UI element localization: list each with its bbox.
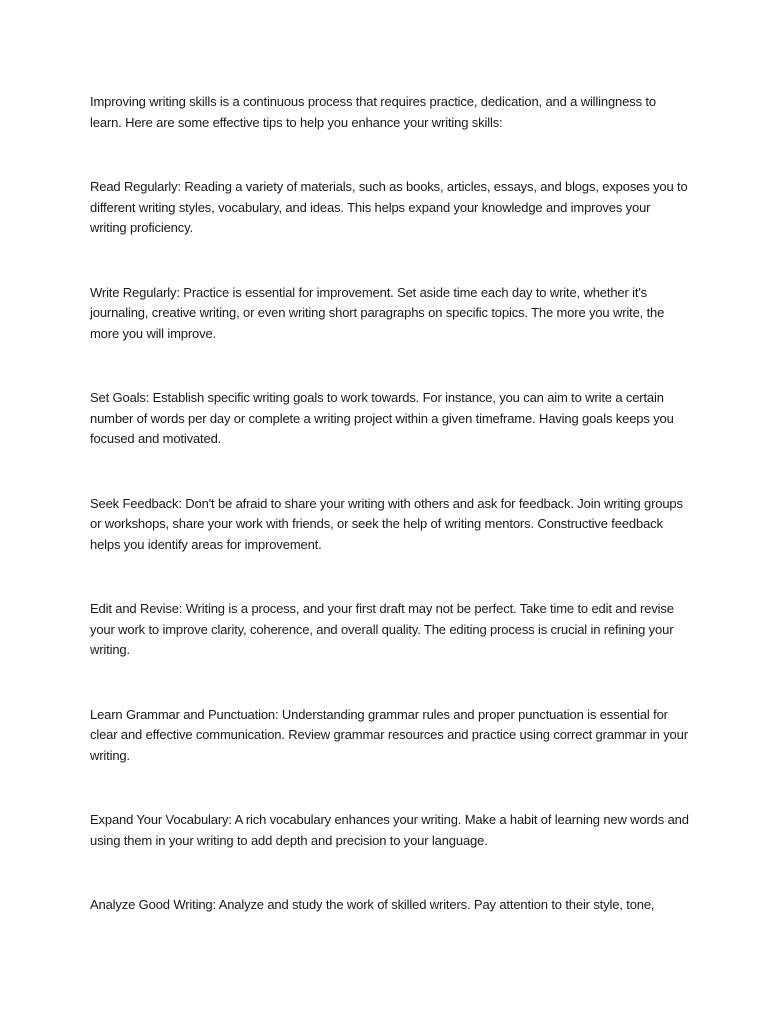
tip-analyze-good-writing: Analyze Good Writing: Analyze and study the work of skilled writers. Pay attention to their style, tone,: [90, 897, 655, 912]
tip-read-regularly: Read Regularly: Reading a variety of materials, such as books, articles, essays, and blogs, exposes you to different writing styles, vocabulary, and ideas. This helps expand your knowledge and improves your writing proficiency.: [90, 179, 688, 235]
document-body: [90, 92, 690, 916]
tip-seek-feedback: Seek Feedback: Don't be afraid to share your writing with others and ask for feedback. Join writing groups or workshops, share your work with friends, or seek the help of writing mentors. Constructive feedback helps you identify areas for improvement.: [90, 495, 683, 552]
tip-learn-grammar: Learn Grammar and Punctuation: Understanding grammar rules and proper punctuation is essential for clear and effective communication. Review grammar resources and practice using correct grammar in your writing.: [90, 706, 688, 763]
intro-paragraph: Improving writing skills is a continuous process that requires practice, dedication, and a willingness to learn. Here are some effective tips to help you enhance your writing skills:: [90, 94, 656, 130]
tip-write-regularly: Write Regularly: Practice is essential for improvement. Set aside time each day to write, whether it's journaling, creative writing, or even writing short paragraphs on specific topics. The more you write, the more you will improve.: [90, 284, 665, 341]
tip-set-goals: Set Goals: Establish specific writing goals to work towards. For instance, you can aim to write a certain number of words per day or complete a writing project within a given timeframe. Having goals keeps you focused and motivated.: [90, 390, 674, 446]
tip-edit-and-revise: Edit and Revise: Writing is a process, and your first draft may not be perfect. Take time to edit and revise your work to improve clarity, coherence, and overall quality. The editing process is crucial in refining your writing.: [90, 601, 674, 657]
tip-expand-vocabulary: Expand Your Vocabulary: A rich vocabulary enhances your writing. Make a habit of learning new words and using them in your writing to add depth and precision to your language.: [90, 812, 689, 848]
